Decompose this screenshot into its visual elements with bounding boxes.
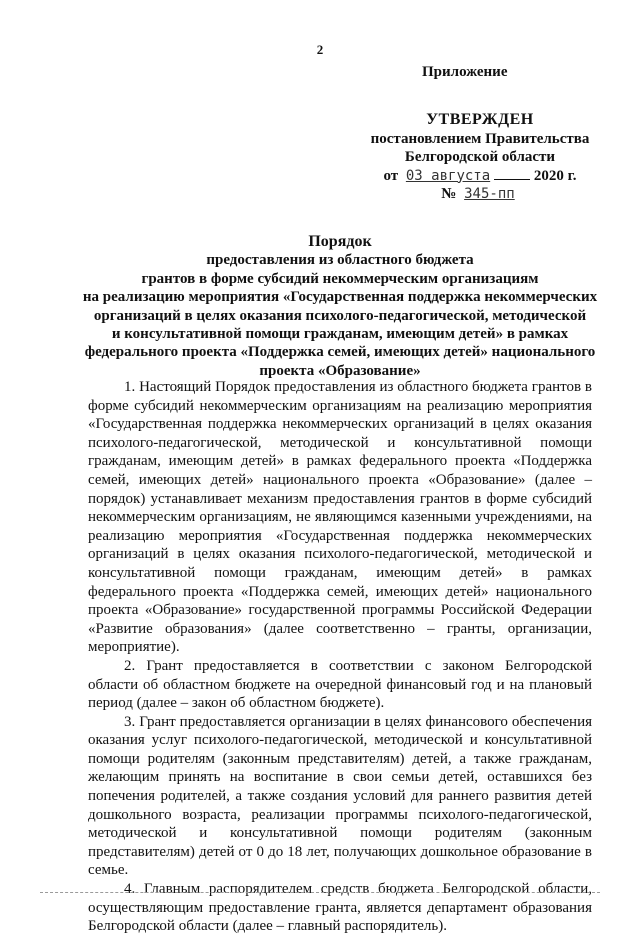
approval-line-2: Белгородской области xyxy=(404,149,556,165)
paragraph-2: 2. Грант предоставляется в соответствии с законом Белгородской области об областном бюджете на очередной финансовый год и на плановый период (далее – закон об областном бюджете). xyxy=(88,657,592,712)
approved-label: УТВЕРЖДЕН xyxy=(426,111,534,128)
document-title xyxy=(80,233,600,380)
footer-divider xyxy=(40,892,600,893)
title-line: проекта «Образование» xyxy=(259,362,421,379)
title-line: на реализацию мероприятия «Государственная поддержка некоммерческих xyxy=(82,289,598,306)
appendix-label: Приложение xyxy=(422,64,508,80)
page-number: 2 xyxy=(316,42,324,57)
handwritten-number: 345-пп xyxy=(464,186,515,202)
paragraph-1: 1. Настоящий Порядок предоставления из областного бюджета грантов в форме субсидий некоммерческим организациям на реализацию мероприятия «Государственная поддержка некоммерческих организаций в целях оказания психолого-педагогической, методической и консультативной помощи гражданам, имеющим детей» в рамках федерального проекта «Поддержка семей, имеющих детей» национального проекта «Образование» (далее – порядок) устанавливает механизм предоставления грантов в форме субсидий некоммерческим организациям, не являющимся казенными учреждениями, на реализацию мероприятия «Государственная поддержка некоммерческих организаций в целях оказания психолого-педагогической, методической и консультативной помощи гражданам, имеющим детей» в рамках федерального проекта «Поддержка семей, имеющих детей» национального проекта «Образование» государственной программы Российской Федерации «Развитие образования» (далее соответственно – гранты, организации, мероприятие). xyxy=(88,379,592,656)
approval-line-1: постановлением Правительства xyxy=(370,130,590,147)
date-year: 2020 г. xyxy=(533,167,577,184)
approval-number-line xyxy=(355,185,605,204)
title-line: и консультативной помощи гражданам, имеющим детей» в рамках xyxy=(111,326,569,343)
date-prefix: от xyxy=(383,167,399,184)
date-blank xyxy=(494,167,530,180)
title-line: федерального проекта «Поддержка семей, имеющих детей» национального xyxy=(84,344,596,361)
title-line: предоставления из областного бюджета xyxy=(206,252,474,269)
handwritten-date: 03 августа xyxy=(405,167,491,184)
paragraph-3: 3. Грант предоставляется организации в целях финансового обеспечения оказания услуг психолого-педагогической, методической и консультативной помощи родителям (законным представителям) детей, а также гражданам, желающим принять на воспитание в свои семьи детей, оставшихся без попечения родителей, а также создания условий для раннего развития детей дошкольного возраста, реализации программы психолого-педагогической, методической и консультативной помощи родителям (законным представителям) детей от 0 до 18 лет, получающих дошкольное образование в семье. xyxy=(88,713,592,879)
approval-block xyxy=(355,111,605,204)
paragraph-4: 4. Главным распорядителем средств бюджета Белгородской области, осуществляющим предоставление гранта, является департамент образования Белгородской области (далее – главный распорядитель). xyxy=(88,881,592,935)
number-prefix: № xyxy=(441,186,457,202)
title-line: организаций в целях оказания психолого-педагогической, методической xyxy=(93,307,587,324)
title-line: грантов в форме субсидий некоммерческим организациям xyxy=(141,270,539,287)
title-heading: Порядок xyxy=(308,233,372,250)
body-text xyxy=(88,378,592,936)
approval-date-line xyxy=(355,167,605,186)
